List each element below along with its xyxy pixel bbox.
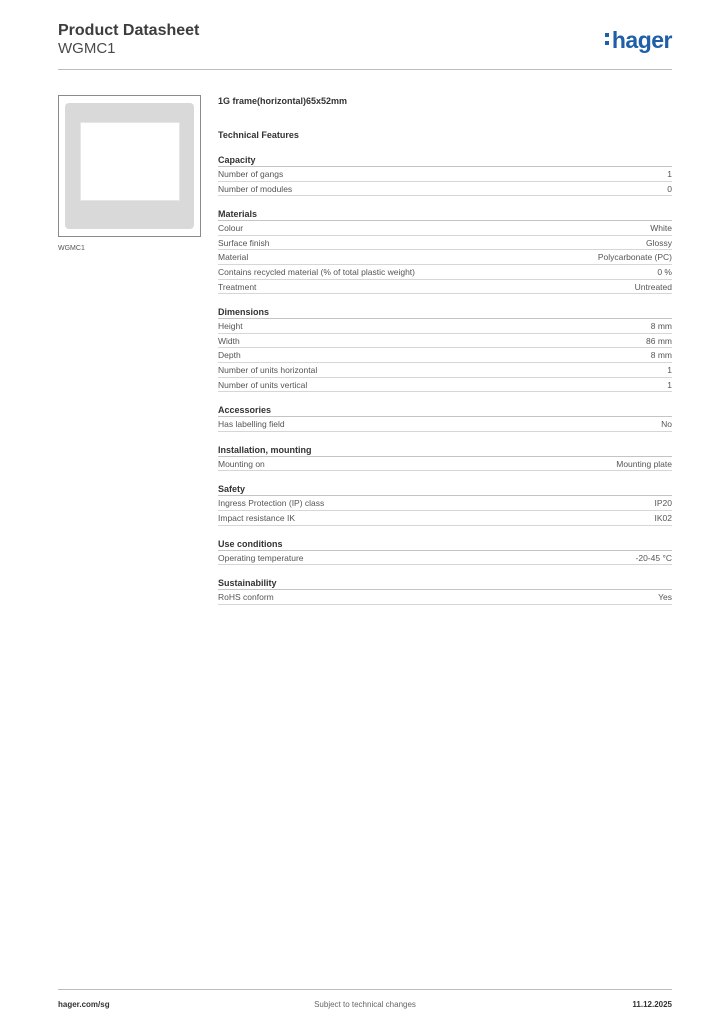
spec-row bbox=[218, 334, 672, 349]
spec-content bbox=[218, 96, 672, 605]
spec-section bbox=[218, 577, 672, 605]
logo-dots-icon bbox=[605, 33, 609, 47]
spec-row bbox=[218, 457, 672, 472]
spec-value: IP20 bbox=[654, 498, 672, 509]
spec-value: 0 bbox=[667, 183, 672, 194]
spec-row bbox=[218, 182, 672, 197]
logo-text: hager bbox=[611, 27, 672, 53]
product-code: WGMC1 bbox=[58, 40, 116, 57]
spec-row bbox=[218, 551, 672, 566]
hager-logo bbox=[612, 27, 672, 54]
product-image bbox=[58, 95, 201, 237]
spec-value: -20-45 °C bbox=[635, 552, 672, 563]
spec-row bbox=[218, 363, 672, 378]
spec-value: Polycarbonate (PC) bbox=[597, 252, 672, 263]
spec-value: White bbox=[650, 223, 672, 234]
spec-value: 8 mm bbox=[650, 321, 672, 332]
spec-value: No bbox=[661, 419, 672, 430]
spec-label: Operating temperature bbox=[218, 552, 304, 563]
spec-label: Number of modules bbox=[218, 183, 293, 194]
spec-value: 8 mm bbox=[650, 350, 672, 361]
spec-row bbox=[218, 378, 672, 393]
spec-label: Ingress Protection (IP) class bbox=[218, 498, 325, 509]
spec-row bbox=[218, 167, 672, 182]
spec-value: Mounting plate bbox=[616, 458, 672, 469]
spec-section bbox=[218, 404, 672, 432]
spec-label: Width bbox=[218, 335, 240, 346]
spec-label: Material bbox=[218, 252, 249, 263]
spec-value: 1 bbox=[667, 364, 672, 375]
section-title: Installation, mounting bbox=[218, 444, 672, 457]
section-title: Safety bbox=[218, 483, 672, 496]
spec-sections bbox=[218, 154, 672, 605]
section-title: Sustainability bbox=[218, 577, 672, 590]
spec-row bbox=[218, 250, 672, 265]
page-footer bbox=[58, 989, 672, 1013]
spec-row bbox=[218, 221, 672, 236]
spec-label: RoHS conform bbox=[218, 592, 274, 603]
section-title: Capacity bbox=[218, 154, 672, 167]
spec-row bbox=[218, 319, 672, 334]
spec-value: 0 % bbox=[657, 266, 672, 277]
section-title: Dimensions bbox=[218, 306, 672, 319]
spec-label: Treatment bbox=[218, 281, 257, 292]
spec-value: 1 bbox=[667, 169, 672, 179]
spec-section bbox=[218, 538, 672, 566]
spec-label: Impact resistance IK bbox=[218, 512, 296, 523]
spec-section bbox=[218, 483, 672, 525]
spec-label: Height bbox=[218, 321, 243, 332]
spec-value: 1 bbox=[667, 379, 672, 390]
spec-value: Untreated bbox=[634, 281, 672, 292]
spec-section bbox=[218, 154, 672, 196]
footer-notice: Subject to technical changes bbox=[314, 1000, 416, 1009]
spec-label: Contains recycled material (% of total plastic weight) bbox=[218, 266, 415, 277]
footer-website: hager.com/sg bbox=[58, 1000, 110, 1009]
frame-outer-shape bbox=[65, 103, 194, 229]
footer-date: 11.12.2025 bbox=[632, 1000, 672, 1009]
spec-value: Glossy bbox=[646, 237, 672, 248]
section-title: Materials bbox=[218, 208, 672, 221]
spec-label: Colour bbox=[218, 223, 244, 234]
section-title: Accessories bbox=[218, 404, 672, 417]
spec-value: IK02 bbox=[654, 512, 672, 523]
spec-row bbox=[218, 417, 672, 432]
spec-row bbox=[218, 348, 672, 363]
spec-section bbox=[218, 208, 672, 294]
spec-label: Has labelling field bbox=[218, 419, 285, 430]
spec-row bbox=[218, 496, 672, 511]
spec-section bbox=[218, 444, 672, 472]
spec-label: Depth bbox=[218, 350, 241, 361]
page-header bbox=[58, 20, 672, 70]
product-subtitle: 1G frame(horizontal)65x52mm bbox=[218, 96, 348, 106]
spec-row bbox=[218, 236, 672, 251]
spec-value: Yes bbox=[658, 592, 672, 603]
product-image-caption: WGMC1 bbox=[58, 245, 85, 252]
section-title: Use conditions bbox=[218, 538, 672, 551]
spec-row bbox=[218, 280, 672, 295]
spec-label: Number of units horizontal bbox=[218, 364, 318, 375]
spec-label: Number of gangs bbox=[218, 169, 284, 179]
technical-features-heading: Technical Features bbox=[218, 130, 299, 140]
spec-label: Mounting on bbox=[218, 458, 265, 469]
spec-section bbox=[218, 306, 672, 392]
spec-row bbox=[218, 590, 672, 605]
spec-row bbox=[218, 511, 672, 526]
spec-label: Surface finish bbox=[218, 237, 270, 248]
spec-row bbox=[218, 265, 672, 280]
spec-label: Number of units vertical bbox=[218, 379, 308, 390]
document-title: Product Datasheet bbox=[58, 22, 200, 39]
spec-value: 86 mm bbox=[646, 335, 672, 346]
frame-opening-shape bbox=[80, 122, 180, 201]
